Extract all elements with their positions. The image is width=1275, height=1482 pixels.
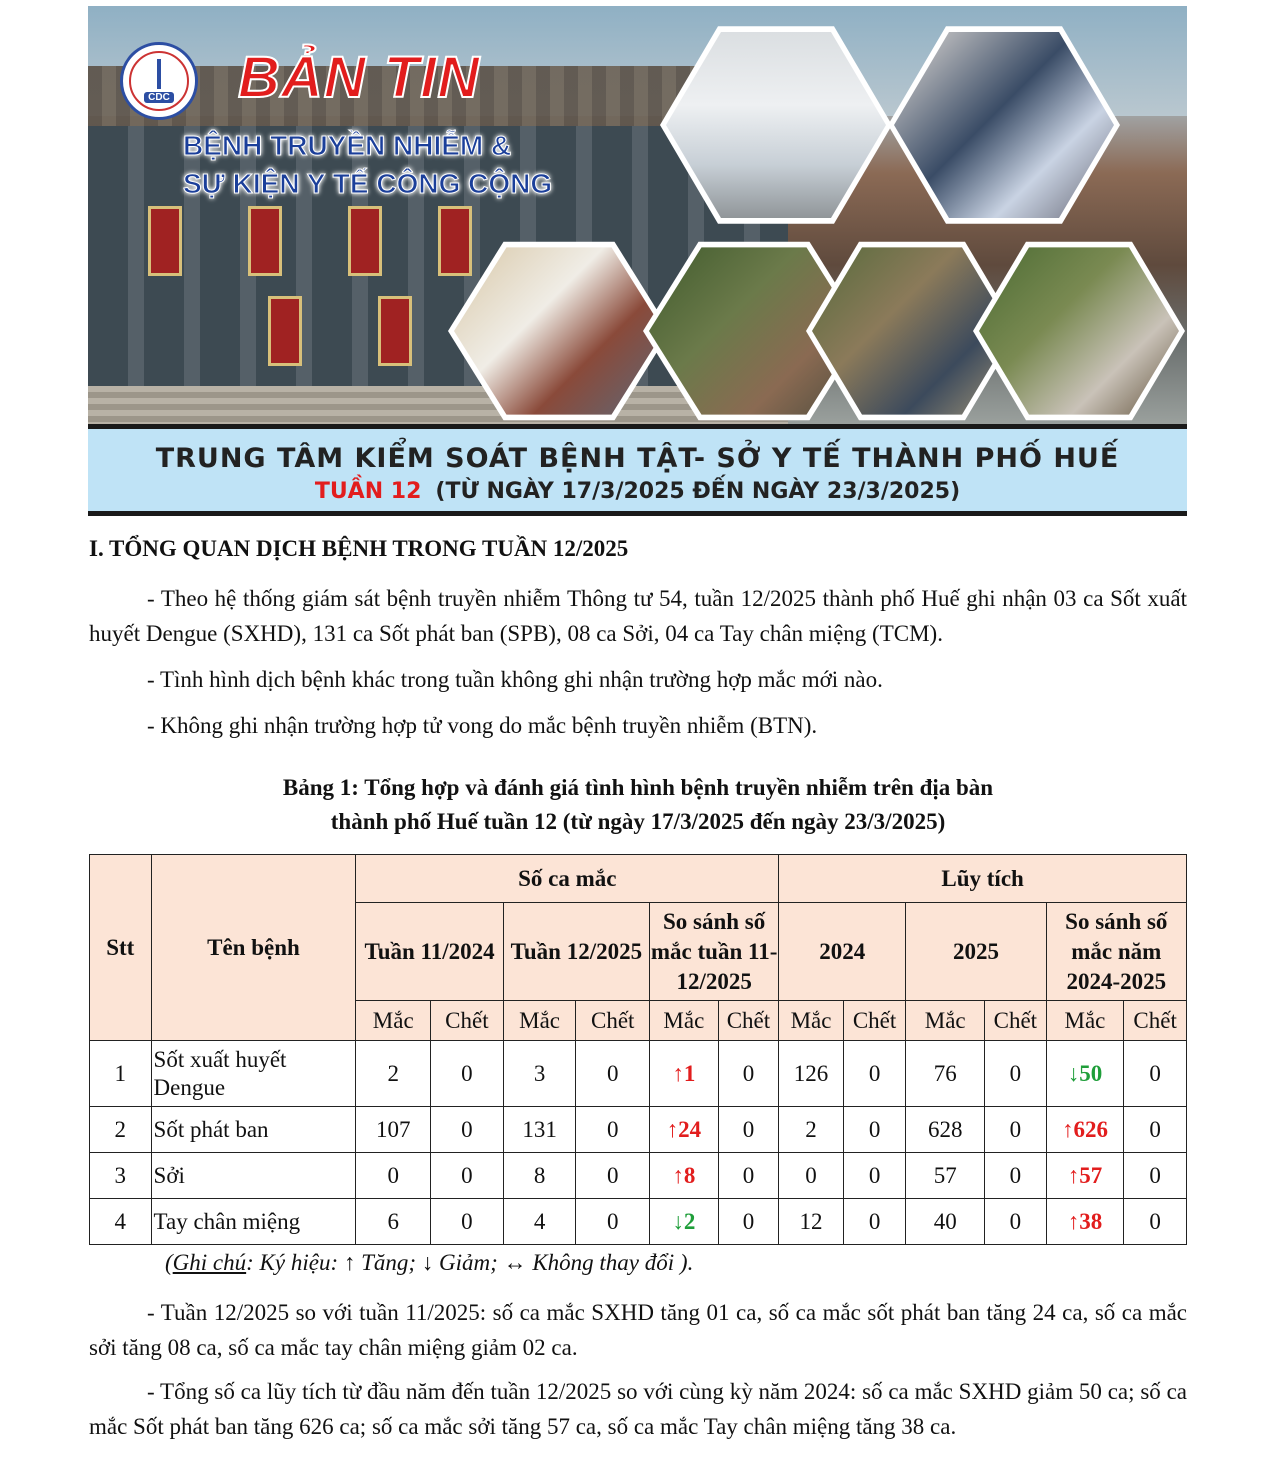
banner-photo-collage	[88, 6, 1187, 424]
header-mac: Mắc	[650, 1001, 719, 1041]
header-compare-year: So sánh số mắc năm 2024-2025	[1046, 903, 1186, 1001]
compare-week-value: ↑24	[650, 1107, 719, 1153]
header-cumulative: Lũy tích	[779, 855, 1187, 903]
header-year-2024: 2024	[779, 903, 906, 1001]
bulletin-banner	[88, 6, 1187, 516]
note-label: Ghi chú	[172, 1250, 247, 1275]
header-chet: Chết	[1124, 1001, 1187, 1041]
header-stt: Stt	[90, 855, 152, 1041]
header-chet: Chết	[431, 1001, 504, 1041]
table-row: 2 Sốt phát ban 107 0 131 0 ↑24 0 2 0 628 0 ↑626 0	[90, 1107, 1187, 1153]
disease-summary-table	[89, 854, 1187, 1245]
header-disease-name: Tên bệnh	[151, 855, 356, 1041]
disease-name: Sởi	[151, 1153, 356, 1199]
compare-week-value: ↑1	[650, 1041, 719, 1107]
header-mac: Mắc	[356, 1001, 431, 1041]
compare-year-value: ↓50	[1046, 1041, 1124, 1107]
header-compare-week: So sánh số mắc tuần 11-12/2025	[650, 903, 779, 1001]
section-title: I. TỔNG QUAN DỊCH BỆNH TRONG TUẦN 12/2025	[89, 536, 629, 561]
header-mac: Mắc	[906, 1001, 985, 1041]
banner-footer	[88, 424, 1187, 516]
table-row: 1 Sốt xuất huyết Dengue 2 0 3 0 ↑1 0 126 0 76 0 ↓50 0	[90, 1041, 1187, 1107]
bulletin-title: BẢN TIN	[238, 45, 481, 110]
paragraph-overview: - Theo hệ thống giám sát bệnh truyền nhiễm Thông tư 54, tuần 12/2025 thành phố Huế ghi nhận 03 ca Sốt xuất huyết Dengue (SXHD), 131 ca Sốt phát ban (SPB), 08 ca Sởi, 04 ca Tay chân miệng (TCM).	[89, 586, 1187, 646]
header-week-12: Tuần 12/2025	[503, 903, 649, 1001]
disease-name: Tay chân miệng	[151, 1199, 356, 1245]
header-chet: Chết	[576, 1001, 650, 1041]
table-caption-1: Bảng 1: Tổng hợp và đánh giá tình hình bệnh truyền nhiễm trên địa bàn	[282, 775, 994, 800]
table-row: 3 Sởi 0 0 8 0 ↑8 0 0 0 57 0 ↑57 0	[90, 1153, 1187, 1199]
note-text: : Ký hiệu: ↑ Tăng; ↓ Giảm; ↔ Không thay đổi ).	[246, 1250, 694, 1275]
header-chet: Chết	[843, 1001, 906, 1041]
caduceus-icon	[157, 59, 161, 89]
table-row: 4 Tay chân miệng 6 0 4 0 ↓2 0 12 0 40 0 ↑38 0	[90, 1199, 1187, 1245]
table-note: (Ghi chú: Ký hiệu: ↑ Tăng; ↓ Giảm; ↔ Không thay đổi ).	[165, 1250, 694, 1275]
paragraph-yearly-comparison: - Tổng số ca lũy tích từ đầu năm đến tuần 12/2025 so với cùng kỳ năm 2024: số ca mắc SXHD giảm 50 ca; số ca mắc Sốt phát ban tăng 626 ca; số ca mắc sởi tăng 57 ca, số ca mắc Tay chân miệng tăng 38 ca.	[89, 1379, 1187, 1439]
table-caption-2: thành phố Huế tuần 12 (từ ngày 17/3/2025 đến ngày 23/3/2025)	[330, 809, 946, 834]
organization-name: TRUNG TÂM KIỂM SOÁT BỆNH TẬT- SỞ Y TẾ THÀNH PHỐ HUẾ	[155, 443, 1120, 474]
paragraph-deaths: - Không ghi nhận trường hợp tử vong do mắc bệnh truyền nhiễm (BTN).	[147, 713, 818, 738]
paragraph-weekly-comparison: - Tuần 12/2025 so với tuần 11/2025: số ca mắc SXHD tăng 01 ca, số ca mắc sốt phát ban tăng 24 ca, số ca mắc sởi tăng 08 ca, số ca mắc tay chân miệng giảm 02 ca.	[89, 1300, 1187, 1360]
compare-week-value: ↑8	[650, 1153, 719, 1199]
header-chet: Chết	[985, 1001, 1047, 1041]
header-mac: Mắc	[503, 1001, 576, 1041]
header-year-2025: 2025	[906, 903, 1046, 1001]
hex-photo-field-work-3	[973, 236, 1185, 426]
header-cases: Số ca mắc	[356, 855, 779, 903]
logo-text: CDC	[144, 92, 174, 103]
header-week-11: Tuần 11/2024	[356, 903, 503, 1001]
date-range: (TỪ NGÀY 17/3/2025 ĐẾN NGÀY 23/3/2025)	[435, 479, 961, 504]
compare-year-value: ↑626	[1046, 1107, 1124, 1153]
cdc-logo	[120, 42, 198, 120]
header-chet: Chết	[718, 1001, 779, 1041]
week-label: TUẦN 12	[314, 479, 422, 504]
bulletin-subtitle-1: BỆNH TRUYỀN NHIỄM &	[183, 130, 512, 161]
disease-name: Sốt phát ban	[151, 1107, 356, 1153]
header-mac: Mắc	[1046, 1001, 1124, 1041]
paragraph-other-diseases: - Tình hình dịch bệnh khác trong tuần không ghi nhận trường hợp mắc mới nào.	[147, 667, 883, 692]
compare-week-value: ↓2	[650, 1199, 719, 1245]
compare-year-value: ↑38	[1046, 1199, 1124, 1245]
header-mac: Mắc	[779, 1001, 844, 1041]
compare-year-value: ↑57	[1046, 1153, 1124, 1199]
disease-name: Sốt xuất huyết Dengue	[151, 1041, 356, 1107]
bulletin-subtitle-2: SỰ KIỆN Y TẾ CÔNG CỘNG	[183, 168, 553, 199]
